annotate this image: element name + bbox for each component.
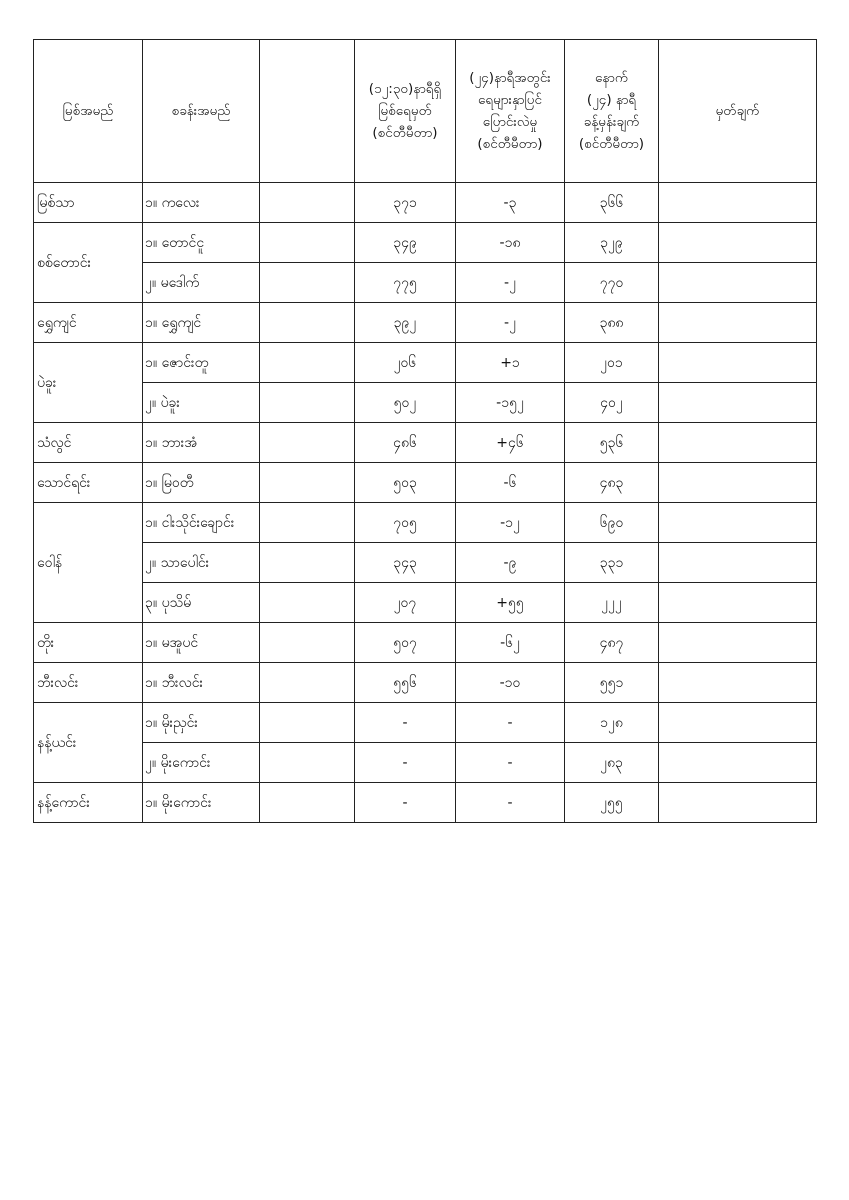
remarks-cell: [659, 503, 817, 543]
blank-cell: [260, 463, 355, 503]
station-name: ၁။ ကလေး: [143, 183, 260, 223]
blank-cell: [260, 183, 355, 223]
station-name: ၂။ မဒေါက်: [143, 263, 260, 303]
level-forecast: ၅၅၁: [565, 663, 659, 703]
level-change: +၁: [456, 343, 565, 383]
header-24h-change: [456, 40, 565, 183]
river-level-table: [33, 39, 817, 823]
header-change-line: (စင်တီမီတာ): [477, 136, 543, 152]
remarks-cell: [659, 783, 817, 823]
table-row: [34, 583, 817, 623]
station-name: ၁။ ဇောင်းတူ: [143, 343, 260, 383]
level-change: -၁၂: [456, 503, 565, 543]
header-change-line: ရေများနှာပြင်: [478, 92, 542, 108]
water-level: ၃၇၁: [355, 183, 456, 223]
water-level: -: [355, 703, 456, 743]
table-row: [34, 183, 817, 223]
level-change: -၉: [456, 543, 565, 583]
level-change: -၆၂: [456, 623, 565, 663]
level-change: -၆: [456, 463, 565, 503]
level-change: -: [456, 703, 565, 743]
station-name: ၁။ မိုးကောင်း: [143, 783, 260, 823]
level-change: -၃: [456, 183, 565, 223]
level-forecast: ၄၈၃: [565, 463, 659, 503]
remarks-cell: [659, 703, 817, 743]
water-level: ၂၀၇: [355, 583, 456, 623]
table-row: [34, 303, 817, 343]
blank-cell: [260, 383, 355, 423]
river-name: စစ်တောင်း: [34, 223, 143, 303]
water-level: ၅၀၇: [355, 623, 456, 663]
station-name: ၁။ မြဝတီ: [143, 463, 260, 503]
blank-cell: [260, 703, 355, 743]
header-water-level-line: (၁၂:၃၀)နာရီရှိ: [368, 81, 442, 97]
header-change-line: ပြောင်းလဲမှု: [482, 114, 538, 130]
remarks-cell: [659, 423, 817, 463]
station-name: ၁။ မိုးညှင်း: [143, 703, 260, 743]
station-name: ၁။ ငါးသိုင်းချောင်း: [143, 503, 260, 543]
level-forecast: ၄၈၇: [565, 623, 659, 663]
table-row: [34, 343, 817, 383]
station-name: ၁။ ဘားအံ: [143, 423, 260, 463]
river-name: နန့်ကောင်း: [34, 783, 143, 823]
level-forecast: ၇၇၀: [565, 263, 659, 303]
water-level: ၃၉၂: [355, 303, 456, 343]
blank-cell: [260, 303, 355, 343]
table-row: [34, 223, 817, 263]
blank-cell: [260, 503, 355, 543]
river-name: နန့်ယင်း: [34, 703, 143, 783]
water-level: ၂၀၆: [355, 343, 456, 383]
remarks-cell: [659, 583, 817, 623]
table-row: [34, 263, 817, 303]
level-forecast: ၃၃၁: [565, 543, 659, 583]
table-row: [34, 543, 817, 583]
river-name: ရွှေကျင်: [34, 303, 143, 343]
remarks-cell: [659, 383, 817, 423]
header-24h-forecast: [565, 40, 659, 183]
table-row: [34, 703, 817, 743]
blank-cell: [260, 223, 355, 263]
station-name: ၂။ ပဲခူး: [143, 383, 260, 423]
station-name: ၁။ ဘီးလင်း: [143, 663, 260, 703]
header-water-level: [355, 40, 456, 183]
remarks-cell: [659, 663, 817, 703]
remarks-cell: [659, 223, 817, 263]
water-level: ၇၇၅: [355, 263, 456, 303]
header-river-name: မြစ်အမည်: [34, 40, 143, 183]
header-water-level-line: (စင်တီမီတာ): [372, 125, 438, 141]
remarks-cell: [659, 463, 817, 503]
header-forecast-line: နောက်: [594, 70, 629, 86]
water-level: -: [355, 743, 456, 783]
header-forecast-line: (၂၄) နာရီ: [586, 92, 637, 108]
header-water-level-line: မြစ်ရေမှတ်: [378, 103, 432, 119]
level-change: -၂: [456, 263, 565, 303]
table-row: [34, 503, 817, 543]
river-name: ပဲခူး: [34, 343, 143, 423]
station-name: ၁။ ရွှေကျင်: [143, 303, 260, 343]
remarks-cell: [659, 183, 817, 223]
level-forecast: ၆၉၀: [565, 503, 659, 543]
water-level: ၅၅၆: [355, 663, 456, 703]
table-row: [34, 623, 817, 663]
station-name: ၁။ မအူပင်: [143, 623, 260, 663]
station-name: ၂။ သာပေါင်း: [143, 543, 260, 583]
station-name: ၂။ မိုးကောင်း: [143, 743, 260, 783]
level-change: -၁၀: [456, 663, 565, 703]
level-change: +၅၅: [456, 583, 565, 623]
table-row: [34, 463, 817, 503]
water-level: ၅၀၂: [355, 383, 456, 423]
level-forecast: ၁၂၈: [565, 703, 659, 743]
header-forecast-line: (စင်တီမီတာ): [578, 136, 645, 152]
level-change: -: [456, 783, 565, 823]
blank-cell: [260, 623, 355, 663]
water-level: ၄၈၆: [355, 423, 456, 463]
blank-cell: [260, 663, 355, 703]
water-level: ၅၀၃: [355, 463, 456, 503]
level-forecast: ၃၆၆: [565, 183, 659, 223]
table-row: [34, 383, 817, 423]
remarks-cell: [659, 263, 817, 303]
level-change: +၄၆: [456, 423, 565, 463]
level-forecast: ၅၃၆: [565, 423, 659, 463]
level-forecast: ၃၈၈: [565, 303, 659, 343]
header-change-line: (၂၄)နာရီအတွင်း: [469, 70, 551, 86]
header-forecast-line: ခန့်မှန်းချက်: [583, 114, 640, 130]
blank-cell: [260, 583, 355, 623]
river-name: ဝေါန်: [34, 503, 143, 623]
blank-cell: [260, 543, 355, 583]
level-change: -၂: [456, 303, 565, 343]
station-name: ၁။ တောင်ငူ: [143, 223, 260, 263]
water-level: ၃၄၉: [355, 223, 456, 263]
level-forecast: ၃၂၉: [565, 223, 659, 263]
level-forecast: ၄၀၂: [565, 383, 659, 423]
table-row: [34, 783, 817, 823]
table-row: [34, 423, 817, 463]
station-name: ၃။ ပုသိမ်: [143, 583, 260, 623]
level-forecast: ၂၀၁: [565, 343, 659, 383]
blank-cell: [260, 263, 355, 303]
header-station-name: စခန်းအမည်: [143, 40, 260, 183]
river-name: သောင်ရင်း: [34, 463, 143, 503]
level-change: -၁၅၂: [456, 383, 565, 423]
level-forecast: ၂၅၅: [565, 783, 659, 823]
remarks-cell: [659, 743, 817, 783]
water-level: ၇၀၅: [355, 503, 456, 543]
header-blank: [260, 40, 355, 183]
blank-cell: [260, 783, 355, 823]
river-name: တိုး: [34, 623, 143, 663]
blank-cell: [260, 343, 355, 383]
river-name: ဘီးလင်း: [34, 663, 143, 703]
river-name: သံလွင်: [34, 423, 143, 463]
level-change: -: [456, 743, 565, 783]
table-row: [34, 743, 817, 783]
header-row: [34, 40, 817, 183]
level-change: -၁၈: [456, 223, 565, 263]
water-level: -: [355, 783, 456, 823]
remarks-cell: [659, 303, 817, 343]
remarks-cell: [659, 343, 817, 383]
remarks-cell: [659, 623, 817, 663]
blank-cell: [260, 423, 355, 463]
water-level: ၃၄၃: [355, 543, 456, 583]
table-row: [34, 663, 817, 703]
blank-cell: [260, 743, 355, 783]
river-name: မြစ်သာ: [34, 183, 143, 223]
level-forecast: ၂၂၂: [565, 583, 659, 623]
remarks-cell: [659, 543, 817, 583]
level-forecast: ၂၈၃: [565, 743, 659, 783]
header-remarks: မှတ်ချက်: [659, 40, 817, 183]
